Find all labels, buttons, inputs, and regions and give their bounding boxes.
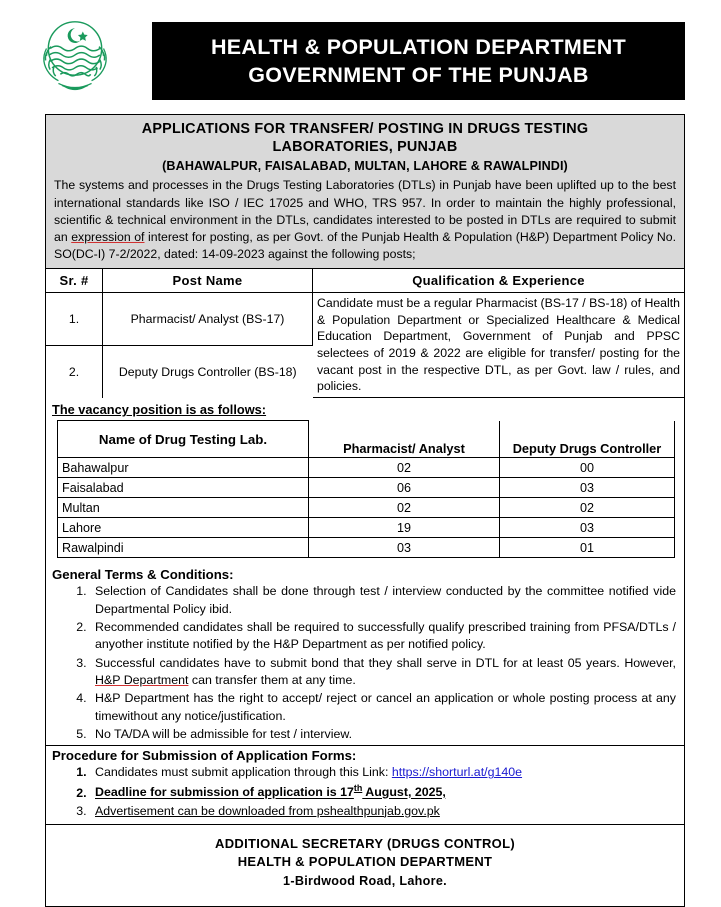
- intro-text-part1: The systems and processes in the Drugs Testing Laboratories (DTLs) in Punjab have been uplifted up to the best international standards like ISO / IEC 17025 and WHO, TRS 957. In order to maintain the highly professional, scientific & technical environment in the DTLs, candidates interested to be posted in DTLs are required to submit an: [54, 178, 676, 244]
- row-sr: 2.: [46, 346, 103, 398]
- table-header-row: [46, 269, 684, 293]
- masthead-title-bar: [152, 22, 685, 100]
- list-item: 2. Recommended candidates shall be required to successfully qualify prescribed training from PFSA/DTLs / anyother institute notified by the H&P Department as per notified policy.: [90, 619, 676, 654]
- vacancy-controller-count: 03: [500, 478, 675, 498]
- list-item: 4. H&P Department has the right to accept/ reject or cancel an application or whole posting process at any timewithout any notice/justification.: [90, 690, 676, 725]
- signatory-designation: ADDITIONAL SECRETARY (DRUGS CONTROL): [215, 835, 515, 851]
- vacancy-controller-count: 03: [500, 518, 675, 538]
- row-qualification-text: Candidate must be a regular Pharmacist (BS-17 / BS-18) of Health & Population Department or Specialized Healthcare & Medical Education Department, Government of Punjab and PPSC selectees of 2019 & 2022 are eligible for transfer/ posting for the vacant post in the respective DTL, as per Govt. law / rules, and policies.: [313, 292, 685, 397]
- row-post-name: Deputy Drugs Controller (BS-18): [118, 364, 297, 379]
- vacancy-pharmacist-count: 03: [309, 538, 500, 558]
- notice-heading-line2: LABORATORIES, PUNJAB: [272, 138, 458, 155]
- list-item: [90, 782, 676, 802]
- header-qualification: Qualification & Experience: [313, 269, 685, 293]
- table-row: [46, 292, 684, 345]
- vacancy-header-row: [58, 421, 675, 458]
- terms-section-title: General Terms & Conditions:: [52, 567, 234, 583]
- header-post-name: Post Name: [103, 269, 313, 293]
- procedure-item1-text: Candidates must submit application through this Link:: [95, 765, 392, 780]
- table-row: [58, 538, 675, 558]
- list-item: 1. Selection of Candidates shall be done through test / interview conducted by the committee notified vide Departmental Policy ibid.: [90, 583, 676, 618]
- intro-text-part2: interest for posting, as per Govt. of the Punjab Health & Population (H&P) Department Policy No. SO(DC-I) 7-2/2022, dated: 14-09-2023 against the following posts;: [54, 229, 677, 261]
- list-item: [90, 764, 676, 782]
- vacancy-header-lab: Name of Drug Testing Lab.: [58, 421, 309, 458]
- application-form-link[interactable]: https://shorturl.at/g140e: [391, 765, 523, 780]
- vacancy-lab-name: Faisalabad: [58, 478, 309, 498]
- procedure-list: [46, 764, 676, 820]
- department-title: HEALTH & POPULATION DEPARTMENT: [210, 34, 627, 59]
- row-post-name: Pharmacist/ Analyst (BS-17): [103, 292, 313, 345]
- terms-list: [46, 583, 676, 743]
- table-row: [58, 478, 675, 498]
- notice-subheading: (BAHAWALPUR, FAISALABAD, MULTAN, LAHORE & RAWALPINDI): [162, 159, 568, 174]
- vacancy-pharmacist-count: 02: [309, 498, 500, 518]
- vacancy-pharmacist-count: 19: [309, 518, 500, 538]
- vacancy-controller-count: 00: [500, 458, 675, 478]
- vacancy-table: [57, 420, 675, 558]
- signatory-address: 1-Birdwood Road, Lahore.: [283, 874, 447, 889]
- government-title: GOVERNMENT OF THE PUNJAB: [248, 63, 589, 87]
- vacancy-lab-name: Multan: [58, 498, 309, 518]
- vacancy-lab-name: Lahore: [58, 518, 309, 538]
- qualification-table: [46, 269, 684, 398]
- vacancy-lab-name: Bahawalpur: [58, 458, 309, 478]
- list-item: [90, 803, 676, 821]
- vacancy-controller-count: 02: [500, 498, 675, 518]
- term3-suffix: can transfer them at any time.: [188, 672, 356, 687]
- table-row: [58, 498, 675, 518]
- deadline-text-pre: Deadline for submission of application is 17: [95, 785, 354, 800]
- masthead: [0, 0, 721, 112]
- signature-block: [46, 824, 684, 907]
- deadline-text-post: August, 2025,: [362, 785, 446, 800]
- term3-prefix: Successful candidates have to submit bond that they shall serve in DTL for at least 05 years. However,: [95, 655, 676, 670]
- crest-container: [0, 0, 140, 108]
- vacancy-table-container: [46, 420, 684, 566]
- vacancy-header-pharmacist: Pharmacist/ Analyst: [309, 421, 500, 458]
- advertisement-download-text: Advertisement can be downloaded from pshealthpunjab.gov.pk: [95, 803, 440, 818]
- deadline-ordinal-suffix: th: [353, 783, 363, 794]
- intro-text-underlined: expression of: [71, 229, 145, 244]
- list-item: [90, 655, 676, 690]
- vacancy-header-controller: Deputy Drugs Controller: [500, 421, 675, 458]
- list-item: 5. No TA/DA will be admissible for test / interview.: [90, 726, 676, 743]
- notice-title-block: [46, 115, 684, 269]
- punjab-government-crest-icon: [29, 8, 121, 100]
- term3-underlined: H&P Department: [95, 672, 189, 687]
- vacancy-pharmacist-count: 02: [309, 458, 500, 478]
- notice-frame: [45, 114, 685, 907]
- row-sr: 1.: [46, 292, 103, 345]
- signatory-department: HEALTH & POPULATION DEPARTMENT: [237, 854, 493, 870]
- notice-heading-line1: APPLICATIONS FOR TRANSFER/ POSTING IN DRUGS TESTING: [141, 121, 589, 137]
- vacancy-pharmacist-count: 06: [309, 478, 500, 498]
- table-row: [58, 518, 675, 538]
- procedure-section-title: Procedure for Submission of Application Forms:: [52, 748, 357, 764]
- vacancy-heading: The vacancy position is as follows:: [52, 402, 267, 418]
- table-row: [58, 458, 675, 478]
- vacancy-controller-count: 01: [500, 538, 675, 558]
- vacancy-lab-name: Rawalpindi: [58, 538, 309, 558]
- procedure-section: [46, 745, 684, 820]
- header-sr: Sr. #: [46, 269, 103, 293]
- notice-intro-paragraph: [54, 177, 676, 262]
